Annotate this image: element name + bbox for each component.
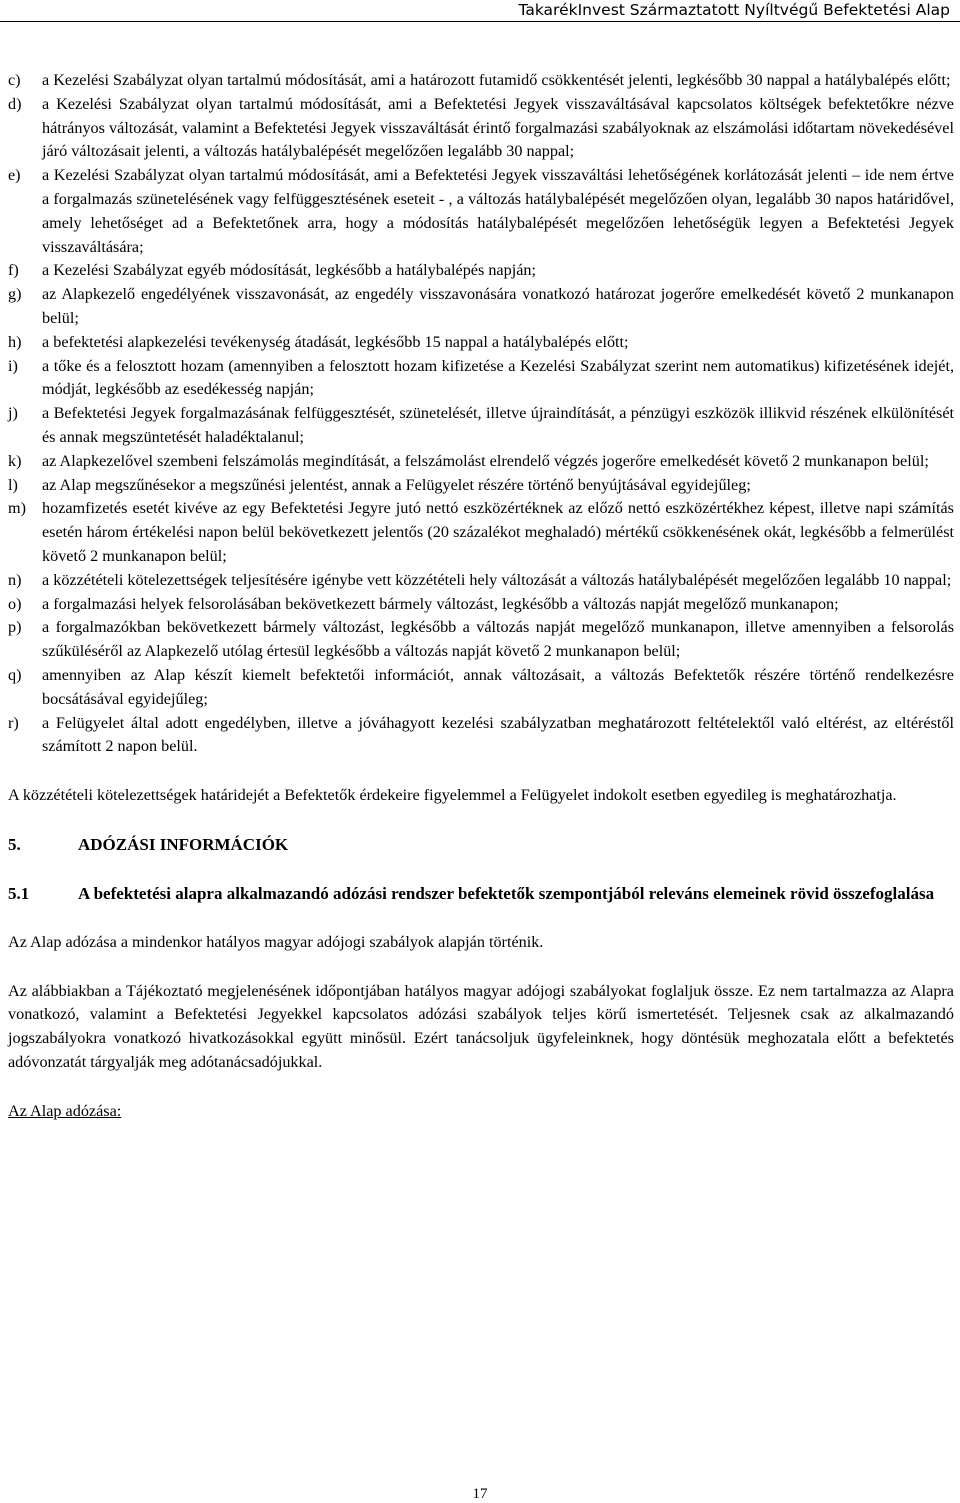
running-header xyxy=(0,0,960,22)
list-item xyxy=(8,402,954,450)
running-header-title: TakarékInvest Származtatott Nyíltvégű Befektetési Alap xyxy=(518,1,950,19)
spacer xyxy=(8,759,954,784)
list-item-marker: l) xyxy=(8,475,18,494)
list-item-marker: r) xyxy=(8,713,19,732)
list-item-marker: q) xyxy=(8,665,22,684)
list-item xyxy=(8,497,954,568)
list-item xyxy=(8,712,954,760)
spacer xyxy=(8,955,954,980)
summary-paragraph: Az alábbiakban a Tájékoztató megjelenésének időpontjában hatályos magyar adójogi szabályokat foglaljuk össze. Ez nem tartalmazza az Alapra vonatkozó, valamint a Befektetési Jegyekkel kapcsolatos adózási szabályok teljes körű ismertetését. Teljesnek csak az alkalmazandó jogszabályokra vonatkozó hivatkozásokkal együtt minősül. Ezért tanácsoljuk ügyfeleinknek, hogy döntésük meghozatala előtt a befektetés adóvonzatát tárgyalják meg adótanácsadójukkal. xyxy=(8,981,954,1071)
list-item-text: a Kezelési Szabályzat olyan tartalmú módosítását, ami a Befektetési Jegyek visszaváltási lehetőségének korlátozását jelenti – ide nem értve a forgalmazás szünetelésének vagy felfüggesztésének eseteit - , a változás hatálybalépését megelőzően olyan, legalább 30 napos határidővel, amely lehetőséget ad a Befektetőnek arra, hogy a módosítás hatálybalépését megelőzően lehetőségük legyen a Befektetési Jegyek visszaváltására; xyxy=(42,166,954,256)
list-item xyxy=(8,569,954,593)
list-item-text: az Alapkezelővel szembeni felszámolás megindítását, a felszámolást elrendelő végzés jogerőre emelkedését követő 2 munkanapon belül; xyxy=(42,451,929,470)
list-item-marker: o) xyxy=(8,594,22,613)
list-item-marker: p) xyxy=(8,618,22,637)
list-item xyxy=(8,164,954,259)
list-item-text: a befektetési alapkezelési tevékenység átadását, legkésőbb 15 nappal a hatálybalépés előtt; xyxy=(42,332,629,351)
list-item-text: amennyiben az Alap készít kiemelt befektetői információt, annak változásait, a változás Befektetők részére történő rendelkezésre bocsátásával egyidejűleg; xyxy=(42,665,954,708)
spacer xyxy=(8,808,954,833)
section-title: ADÓZÁSI INFORMÁCIÓK xyxy=(78,834,289,854)
spacer xyxy=(8,1075,954,1100)
list-item-marker: k) xyxy=(8,451,22,470)
list-item xyxy=(8,355,954,403)
list-item-marker: d) xyxy=(8,94,22,113)
list-item-text: az Alapkezelő engedélyének visszavonását, az engedély visszavonására vonatkozó határozat jogerőre emelkedését követő 2 munkanapon belül; xyxy=(42,285,954,327)
subsection-number: 5.1 xyxy=(8,883,30,903)
list-item-marker: c) xyxy=(8,71,21,89)
list-item-marker: f) xyxy=(8,261,19,280)
list-item xyxy=(8,93,954,164)
spacer xyxy=(8,906,954,931)
list-item xyxy=(8,283,954,331)
list-item-text: a forgalmazókban bekövetkezett bármely változást, legkésőbb a változás napját megelőző munkanapon, illetve amennyiben a felsorolás szűküléséről az Alapkezelő utólag értesül legkésőbb a változás napját követő 2 munkanapon belül; xyxy=(42,618,954,661)
list-item-text: a közzétételi kötelezettségek teljesítésére igénybe vett közzétételi hely változását a változás hatálybalépését megelőzően legalább 10 nappal; xyxy=(42,570,952,589)
list-item-marker: g) xyxy=(8,285,22,304)
list-item xyxy=(8,664,954,712)
subheading: Az Alap adózása: xyxy=(8,1101,122,1120)
obligation-list xyxy=(8,69,954,759)
list-item xyxy=(8,331,954,355)
list-item-text: a Felügyelet által adott engedélyben, illetve a jóváhagyott kezelési szabályzatban meghatározott feltételektől való eltérést, az eltéréstől számított 2 napon belül. xyxy=(42,713,954,756)
list-item-text: a Kezelési Szabályzat egyéb módosítását, legkésőbb a hatálybalépés napján; xyxy=(42,261,536,280)
list-item xyxy=(8,474,954,498)
list-item-text: a tőke és a felosztott hozam (amennyiben a felosztott hozam kifizetése a Kezelési Szabályzat szerint nem automatikus) kifizetésének idejét, módját, legkésőbb az esedékesség napján; xyxy=(42,356,954,399)
list-item-text: az Alap megszűnésekor a megszűnési jelentést, annak a Felügyelet részére történő benyújtásával egyidejűleg; xyxy=(42,475,751,494)
subsection-heading xyxy=(8,882,954,906)
section-number: 5. xyxy=(8,834,21,854)
deadline-paragraph: A közzétételi kötelezettségek határidejét a Befektetők érdekeire figyelemmel a Felügyelet indokolt esetben egyedileg is meghatározhatja. xyxy=(8,786,897,805)
list-item-marker: i) xyxy=(8,356,18,375)
section-heading xyxy=(8,833,954,857)
subsection-title: A befektetési alapra alkalmazandó adózási rendszer befektetők szempontjából releváns elemeinek rövid összefoglalása xyxy=(78,883,935,903)
list-item-text: a Kezelési Szabályzat olyan tartalmú módosítását, ami a Befektetési Jegyek visszaváltásával kapcsolatos költségek befektetőkre nézve hátrányos változását, valamint a Befektetési Jegyek visszaváltását érintő forgalmazási szabályoknak az elszámolási időtartam növekedésével járó változásait jelenti, a változás hatálybalépését megelőzően legalább 30 nappal; xyxy=(42,94,954,161)
list-item-text: a Befektetési Jegyek forgalmazásának felfüggesztését, szünetelését, illetve újraindítását, a pénzügyi eszközök illikvid részének elkülönítését és annak megszüntetését haladéktalanul; xyxy=(42,404,954,446)
list-item-text: hozamfizetés esetét kivéve az egy Befektetési Jegyre jutó nettó eszközértéknek az előző nettó eszközértékhez képest, illetve napi számítás esetén három értékelési napon belül bekövetkezett jelentős (20 százalékot meghaladó) mértékű csökkenésének okát, legkésőbb a felmerülést követő 2 munkanapon belül; xyxy=(42,499,954,565)
list-item-marker: j) xyxy=(8,404,18,423)
page-number: 17 xyxy=(472,1486,488,1502)
list-item-marker: n) xyxy=(8,570,22,589)
list-item xyxy=(8,259,954,283)
page-body xyxy=(8,69,954,1123)
list-item-text: a Kezelési Szabályzat olyan tartalmú módosítását, ami a határozott futamidő csökkentését jelenti, legkésőbb 30 nappal a hatálybalépés előtt; xyxy=(42,71,951,89)
list-item-marker: m) xyxy=(8,499,26,518)
list-item xyxy=(8,69,954,93)
list-item-marker: h) xyxy=(8,332,22,351)
list-item xyxy=(8,450,954,474)
tax-paragraph: Az Alap adózása a mindenkor hatályos magyar adójogi szabályok alapján történik. xyxy=(8,932,544,951)
list-item xyxy=(8,616,954,664)
list-item-marker: e) xyxy=(8,166,21,185)
spacer xyxy=(8,857,954,882)
list-item xyxy=(8,593,954,617)
list-item-text: a forgalmazási helyek felsorolásában bekövetkezett bármely változást, legkésőbb a változás napját megelőző munkanapon; xyxy=(42,594,839,613)
